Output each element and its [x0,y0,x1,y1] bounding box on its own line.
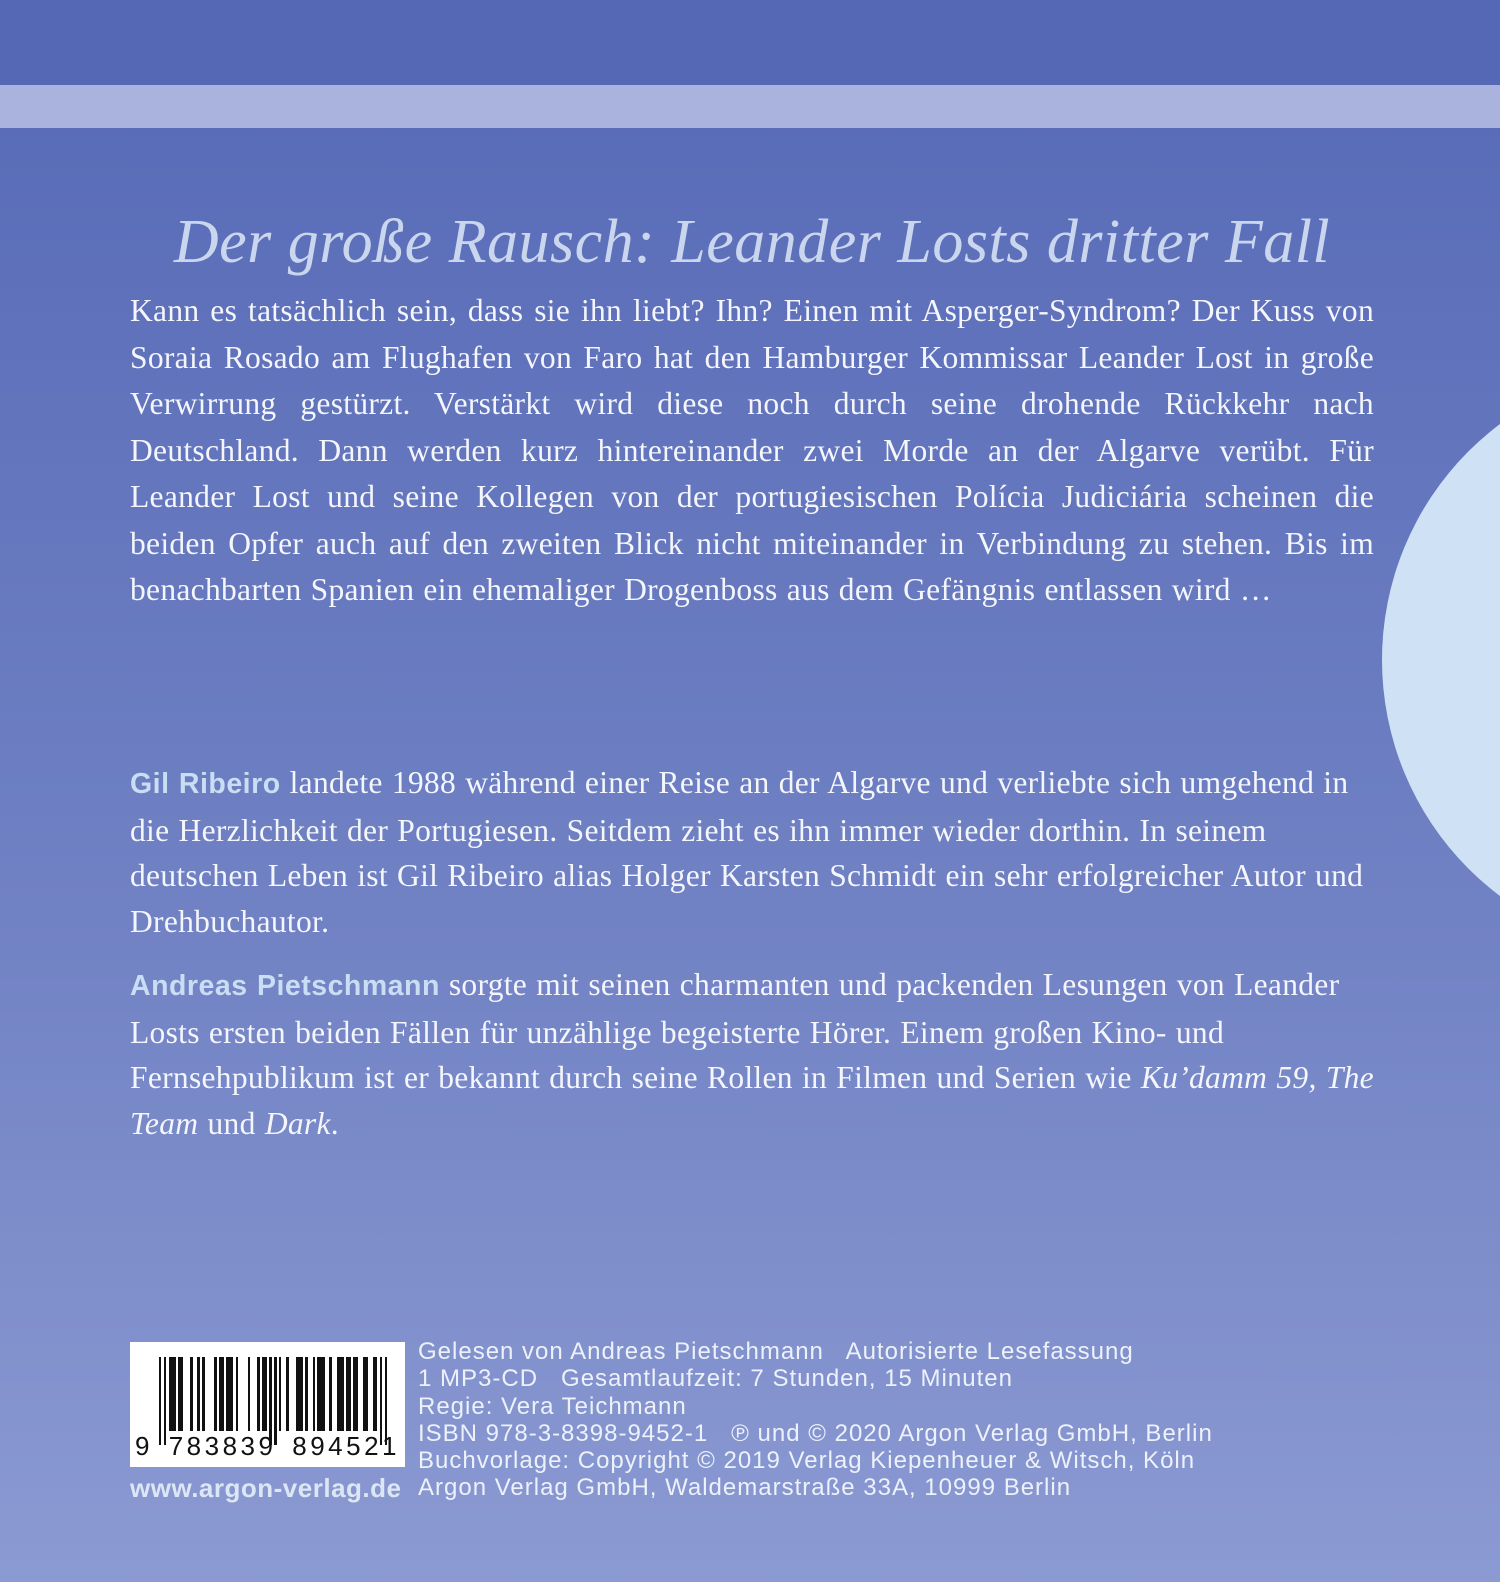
author-name: Gil Ribeiro [130,768,281,800]
info-line-isbn: ISBN 978-3-8398-9452-1 ℗ und © 2020 Argon Verlag GmbH, Berlin [418,1419,1213,1447]
narrator-bio [130,962,1374,1146]
author-bio [130,760,1374,944]
barcode [130,1342,405,1467]
cover-title: Der große Rausch: Leander Losts dritter Fall [173,208,1331,276]
info-line-narrator: Gelesen von Andreas Pietschmann Autorisierte Lesefassung [418,1338,1134,1365]
author-bio-text: landete 1988 während einer Reise an der Algarve und verliebte sich umgehend in die Herzlichkeit der Portugiesen. Seitdem zieht es ihn immer wieder dorthin. In seinem deutschen Leben ist Gil Ribeiro alias Holger Karsten Schmidt ein sehr erfolgreicher Autor und Drehbuchautor. [130,765,1364,939]
website-url: www.argon-verlag.de [130,1473,402,1503]
accent-band [0,85,1500,128]
info-line-address: Argon Verlag GmbH, Waldemarstraße 33A, 10999 Berlin [418,1474,1072,1502]
narrator-name: Andreas Pietschmann [130,970,440,1002]
top-bar [0,0,1500,85]
publisher-info [418,1338,1418,1502]
barcode-number: 9 783839 894521 [135,1431,400,1461]
info-line-regie: Regie: Vera Teichmann [418,1392,687,1420]
info-line-copyright: Buchvorlage: Copyright © 2019 Verlag Kiepenheuer & Witsch, Köln [418,1447,1196,1475]
info-line-format: 1 MP3-CD Gesamtlaufzeit: 7 Stunden, 15 Minuten [418,1365,1013,1393]
narrator-bio-text: sorgte mit seinen charmanten und packenden Lesungen von Leander Losts ersten beiden Fällen für unzählige begeisterte Hörer. Einem großen Kino- und Fernsehpublikum ist er bekannt durch seine Rollen in Filmen und Serien wie Ku’damm 59, The Team und Dark. [130,967,1374,1141]
decorative-circle [1382,365,1500,955]
synopsis-text: Kann es tatsächlich sein, dass sie ihn liebt? Ihn? Einen mit Asperger-Syndrom? Der Kuss von Soraia Rosado am Flughafen von Faro hat den Hamburger Kommissar Leander Lost in große Verwirrung gestürzt. Verstärkt wird diese noch durch seine drohende Rückkehr nach Deutschland. Dann werden kurz hintereinander zwei Morde an der Algarve verübt. Für Leander Lost und seine Kollegen von der portugiesischen Polícia Judiciária scheinen die beiden Opfer auch auf den zweiten Blick nicht miteinander in Verbindung zu stehen. Bis im benachbarten Spanien ein ehemaliger Drogenboss aus dem Gefängnis entlassen wird … [130,293,1374,607]
